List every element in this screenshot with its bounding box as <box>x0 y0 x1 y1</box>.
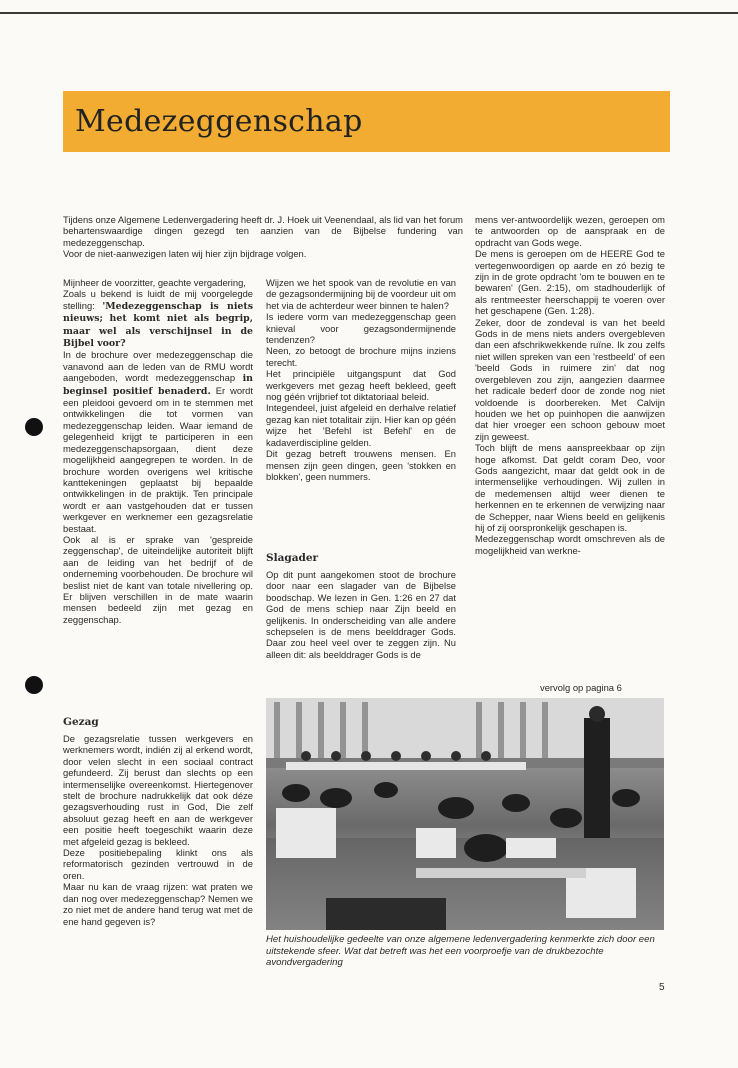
column-1-top <box>63 277 253 625</box>
text-run: Zoals u bekend is luidt de mij voorgelegde stelling: <box>63 288 253 311</box>
paragraph: Ook al is er sprake van 'gespreide zeggenschap', de uiteindelijke autoriteit blijft aan de leiding van het bedrijf of de onderneming voorbehouden. De brochure wil beslist niet de kant van totale nivellering op. Er blijven verschillen in de mate waarin mensen bedeeld zijn met gezag en zeggenschap. <box>63 533 253 625</box>
paragraph: Wijzen we het spook van de revolutie en van de gezagsondermijning bij de voordeur uit om het via de achterdeur weer binnen te halen? <box>266 277 456 311</box>
text-run: In de brochure over medezeggenschap die vanavond aan de leden van de RMU wordt aangeboden, wordt medezeggenschap <box>63 349 253 384</box>
paragraph: Neen, zo betoogt de brochure mijns inziens terecht. <box>266 345 456 368</box>
article-title: Medezeggenschap <box>75 104 363 139</box>
paragraph: mens ver-antwoordelijk wezen, geroepen om te antwoorden op de aanspraak en de opdracht van Gods wege. <box>475 214 665 248</box>
paragraph: Integendeel, juist afgeleid en derhalve relatief gezag kan niet totalitair zijn. Hier kan op géén wijze het 'Befehl ist Befehl' en de kadaverdiscipline gelden. <box>266 402 456 448</box>
paragraph: Het principiële uitgangspunt dat God werkgevers met gezag heeft bekleed, geeft nog géén vrijbrief tot diktatoriaal beleid. <box>266 368 456 403</box>
paragraph: De mens is geroepen om de HEERE God te vertegenwoordigen op aarde en zó bezig te zijn in de grote opdracht 'om te bouwen en te bewaren' (Gen. 2:15), om stadhouderlijk of als rentmeester heerschappij te voeren over het geschapene (Gen. 1:28). <box>475 248 665 317</box>
salutation: Mijnheer de voorzitter, geachte vergadering, <box>63 277 246 288</box>
emphasis: in beginsel positief benaderd. <box>63 373 253 397</box>
column-2-bottom <box>266 569 456 660</box>
photo-caption: Het huishoudelijke gedeelte van onze algemene ledenvergadering kenmerkte zich door een uitstekende sfeer. Wat dat betreft was het een voorproefje van de drukbezochte avondvergadering <box>266 934 655 968</box>
text-run: Er wordt een pleidooi gevoerd om in te stemmen met ontwikkelingen die tot vormen van medezeggenschap leiden. Waar iemand de gelegenheid krijgt te participeren in een medezeggenschapsorgaan, dient deze mogelijkheid aangegrepen te worden. In de brochure worden overigens wel kritische kanttekeningen geplaatst bij bepaalde ontwikkelingen in de praktijk. Ten principale wordt er aan vastgehouden dat er tussen werkgever en werknemer een gezagsrelatie bestaat. <box>63 384 253 534</box>
column-2-top <box>266 277 456 482</box>
paragraph: Medezeggenschap wordt omschreven als de mogelijkheid van werkne- <box>475 533 665 556</box>
paragraph: De gezagsrelatie tussen werkgevers en werknemers wordt, indién zij al erkend wordt, door velen slecht in een sociaal contract gefundeerd. Zij berust dan slechts op een intermenselijke overeenkomst. Hiertegenover stelt de brochure nadrukkelijk dat ook déze gezagsverhouding rust in God, Die zelf absoluut gezag heeft en aan de werkgever een positie heeft toegeschikt waarin deze met afgeleid gezag is bekleed. <box>63 733 253 847</box>
column-1-bottom <box>63 733 253 927</box>
paragraph <box>63 349 253 534</box>
paragraph: Toch blijft de mens aanspreekbaar op zijn hoge afkomst. Dat geldt coram Deo, voor Gods aangezicht, maar dat geldt ook in de intermenselijke verhoudingen. Wij zullen in de medemensen altijd weer dienen te herkennen en te erkennen de verwijzing naar de Schepper, naar Wiens beeld en gelijkenis hij of zij oorspronkelijk geschapen is. <box>475 442 665 533</box>
intro-paragraph: Tijdens onze Algemene Ledenvergadering heeft dr. J. Hoek uit Veenendaal, als lid van het forum behartenswaardige dingen gezegd ten aanzien van de Bijbelse fundering van medezeggenschap. <box>63 214 463 248</box>
paragraph: Deze positiebepaling klinkt ons als reformatorisch gezinden vertrouwd in de oren. <box>63 847 253 881</box>
paragraph: Maar nu kan de vraag rijzen: wat praten we dan nog over medezeggenschap? Nemen we zo niet met de andere hand terug wat met de ene hand gegeven is? <box>63 881 253 927</box>
intro <box>63 214 463 260</box>
page-top-rule <box>0 12 738 14</box>
paragraph: Zeker, door de zondeval is van het beeld Gods in de mens niets anders overgebleven dan een afschrikwekkende ruïne. Ik zou zelfs niet willen spreken van een 'restbeeld' of een 'beeld Gods in ruimere zin' dat nog overgebleven zou zijn, aangezien daarmee het radicale bederf door de zonde nog niet voldoende is doorbereken. Met Calvijn houden we het op puinhopen die aanwijzen dat hier vroeger een schoon gebouw moet zijn geweest. <box>475 316 665 442</box>
continued-note: vervolg op pagina 6 <box>540 682 622 693</box>
title-band <box>63 91 670 152</box>
binder-hole <box>25 418 43 436</box>
intro-paragraph: Voor de niet-aanwezigen laten wij hier zijn bijdrage volgen. <box>63 248 307 260</box>
thesis-statement: 'Medezeggenschap is niets nieuws; het komt niet als begrip, maar wel als verschijnsel in de Bijbel voor? <box>63 300 253 350</box>
section-heading-slagader: Slagader <box>266 552 319 564</box>
paragraph: Is iedere vorm van medezeggenschap geen knieval voor gezagsondermijnende tendenzen? <box>266 311 456 346</box>
meeting-photo <box>266 698 664 930</box>
paragraph: Dit gezag betreft trouwens mensen. En mensen zijn geen dingen, geen 'stokken en blokken', geen nummers. <box>266 448 456 482</box>
paragraph <box>63 288 253 349</box>
page-number: 5 <box>659 982 665 993</box>
binder-hole <box>25 676 43 694</box>
column-3 <box>475 214 665 556</box>
meeting-photo-illustration <box>266 698 664 930</box>
paragraph: Op dit punt aangekomen stoot de brochure door naar een slagader van de Bijbelse boodschap. We lezen in Gen. 1:26 en 27 dat God de mens schiep naar Zijn beeld en gelijkenis. In onderscheiding van alle andere schepselen is de mens beelddrager Gods. Daar zou heel veel over te zeggen zijn. Nu alleen dit: als beelddrager Gods is de <box>266 569 456 660</box>
section-heading-gezag: Gezag <box>63 716 99 728</box>
